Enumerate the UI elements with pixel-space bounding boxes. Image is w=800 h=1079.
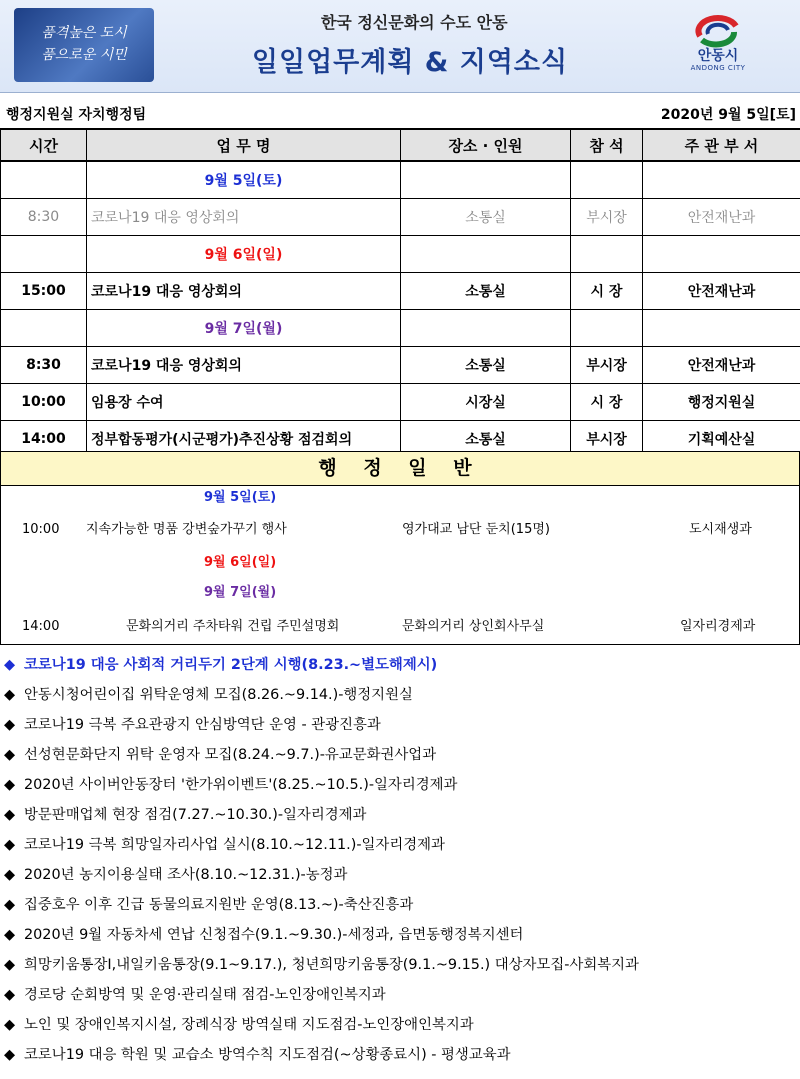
news-text: 2020년 9월 자동차세 연납 신청접수(9.1.~9.30.)-세정과, 읍면동행정복지센터: [24, 927, 524, 943]
admin-event-dept: 일자리경제과: [680, 619, 756, 634]
news-text: 코로나19 대응 사회적 거리두기 2단계 시행(8.23.~별도해제시): [24, 657, 438, 673]
header-banner: [0, 0, 800, 93]
main-title: 일일업무계획 & 지역소식: [251, 47, 569, 78]
list-item: [0, 772, 800, 802]
date-row: [1, 161, 800, 199]
cell-time: 8:30: [1, 347, 87, 384]
news-text: 희망키움통장Ⅰ,내일키움통장(9.1~9.17.), 청년희망키움통장(9.1.~9.15.) 대상자모집-사회복지과: [24, 957, 639, 973]
slogan-image: [14, 8, 154, 82]
news-text: 노인 및 장애인복지시설, 장례식장 방역실태 지도점검-노인장애인복지과: [24, 1017, 474, 1033]
table-row: [1, 347, 800, 384]
list-item: [0, 712, 800, 742]
admin-event-dept: 도시재생과: [689, 522, 752, 537]
city-logo-subtitle: ANDONG CITY: [690, 64, 746, 72]
admin-event-row: [0, 518, 800, 542]
date-label: 9월 5일(토): [204, 173, 283, 189]
admin-date-2: 9월 6일(일): [204, 555, 277, 570]
cell-time: 8:30: [1, 199, 87, 236]
cell-dept: 행정지원실: [643, 384, 800, 421]
cell-attend: 부시장: [571, 199, 643, 236]
cell-attend: 시 장: [571, 384, 643, 421]
admin-date-1: 9월 5일(토): [204, 490, 277, 505]
cell-dept: 안전재난과: [643, 347, 800, 384]
list-item: [0, 832, 800, 862]
admin-event-place: 문화의거리 상인회사무실: [402, 619, 545, 634]
admin-date-row: [0, 581, 800, 605]
table-row: [1, 273, 800, 310]
cell-dept: 안전재난과: [643, 273, 800, 310]
top-title: [270, 10, 570, 33]
table-row: [1, 384, 800, 421]
date-row: [1, 310, 800, 347]
info-row: [0, 100, 800, 126]
cell-time: 10:00: [1, 384, 87, 421]
news-text: 방문판매업체 현장 점검(7.27.~10.30.)-일자리경제과: [24, 807, 367, 823]
cell-task: 코로나19 대응 영상회의: [87, 347, 401, 384]
admin-date-row: [0, 486, 800, 510]
admin-date-row: [0, 551, 800, 575]
admin-event-title: 지속가능한 명품 강변숲가꾸기 행사: [86, 522, 287, 537]
admin-date-3: 9월 7일(월): [204, 585, 277, 600]
cell-dept: 안전재난과: [643, 199, 800, 236]
news-text: 경로당 순회방역 및 운영·관리실태 점검-노인장애인복지과: [24, 987, 386, 1003]
date-label: 9월 6일(일): [204, 247, 283, 263]
schedule-table: [0, 128, 800, 458]
cell-place: 소통실: [401, 273, 571, 310]
cell-dept: 기획예산실: [643, 421, 800, 458]
diamond-bullet-icon: ◆: [4, 927, 16, 943]
admin-event-time: 10:00: [22, 522, 60, 537]
list-item: [0, 682, 800, 712]
list-item: [0, 802, 800, 832]
date-row: [1, 236, 800, 273]
city-logo-icon: [694, 14, 742, 48]
header-time: 시간: [1, 129, 87, 161]
cell-task: 코로나19 대응 영상회의: [87, 199, 401, 236]
news-text: 집중호우 이후 긴급 동물의료지원반 운영(8.13.~)-축산진흥과: [24, 897, 414, 913]
diamond-bullet-icon: ◆: [4, 1017, 16, 1033]
list-item: [0, 742, 800, 772]
list-item: [0, 652, 800, 682]
list-item: [0, 952, 800, 982]
diamond-bullet-icon: ◆: [4, 1047, 16, 1063]
diamond-bullet-icon: ◆: [4, 717, 16, 733]
news-text: 코로나19 극복 주요관광지 안심방역단 운영 - 관광진흥과: [24, 717, 381, 733]
diamond-bullet-icon: ◆: [4, 897, 16, 913]
city-logo-name: 안동시: [697, 48, 739, 64]
slogan-line2: 품으로운 시민: [41, 47, 127, 63]
news-list: [0, 652, 800, 1072]
diamond-bullet-icon: ◆: [4, 837, 16, 853]
top-title-text: 한국 정신문화의 수도 안동: [320, 13, 508, 32]
cell-place: 소통실: [401, 199, 571, 236]
cell-task: 코로나19 대응 영상회의: [87, 273, 401, 310]
table-row: [1, 199, 800, 236]
diamond-bullet-icon: ◆: [4, 657, 16, 673]
section-title: 행 정 일 반: [0, 451, 800, 486]
slogan-line1: 품격높은 도시: [41, 25, 127, 41]
cell-attend: 부시장: [571, 347, 643, 384]
cell-place: 소통실: [401, 421, 571, 458]
date-label: 9월 7일(월): [204, 321, 283, 337]
city-logo: [678, 14, 758, 84]
cell-attend: 시 장: [571, 273, 643, 310]
header-dept: 주 관 부 서: [643, 129, 800, 161]
header-place: 장소 · 인원: [401, 129, 571, 161]
diamond-bullet-icon: ◆: [4, 867, 16, 883]
cell-time: 15:00: [1, 273, 87, 310]
diamond-bullet-icon: ◆: [4, 687, 16, 703]
diamond-bullet-icon: ◆: [4, 987, 16, 1003]
news-text: 안동시청어린이집 위탁운영체 모집(8.26.~9.14.)-행정지원실: [24, 687, 413, 703]
cell-place: 소통실: [401, 347, 571, 384]
department-label: 행정지원실 자치행정팀: [6, 107, 147, 123]
list-item: [0, 1012, 800, 1042]
list-item: [0, 862, 800, 892]
news-text: 코로나19 대응 학원 및 교습소 방역수칙 지도점검(~상황종료시) - 평생교육과: [24, 1047, 511, 1063]
table-header-row: [1, 129, 800, 161]
diamond-bullet-icon: ◆: [4, 807, 16, 823]
list-item: [0, 922, 800, 952]
header-task: 업 무 명: [87, 129, 401, 161]
admin-event-title: 문화의거리 주차타워 건립 주민설명회: [126, 619, 340, 634]
news-text: 2020년 농지이용실태 조사(8.10.~12.31.)-농정과: [24, 867, 348, 883]
cell-task: 정부합동평가(시군평가)추진상황 점검회의: [87, 421, 401, 458]
cell-task: 임용장 수여: [87, 384, 401, 421]
list-item: [0, 1042, 800, 1072]
diamond-bullet-icon: ◆: [4, 747, 16, 763]
cell-attend: 부시장: [571, 421, 643, 458]
diamond-bullet-icon: ◆: [4, 957, 16, 973]
admin-event-row: [0, 615, 800, 639]
cell-time: 14:00: [1, 421, 87, 458]
diamond-bullet-icon: ◆: [4, 777, 16, 793]
news-text: 선성현문화단지 위탁 운영자 모집(8.24.~9.7.)-유교문화권사업과: [24, 747, 437, 763]
admin-event-time: 14:00: [22, 619, 60, 634]
news-text: 2020년 사이버안동장터 '한가위이벤트'(8.25.~10.5.)-일자리경제과: [24, 777, 458, 793]
header-attend: 참 석: [571, 129, 643, 161]
list-item: [0, 892, 800, 922]
report-date: 2020년 9월 5일[토]: [660, 107, 796, 123]
admin-event-place: 영가대교 남단 둔치(15명): [402, 522, 550, 537]
list-item: [0, 982, 800, 1012]
news-text: 코로나19 극복 희망일자리사업 실시(8.10.~12.11.)-일자리경제과: [24, 837, 445, 853]
cell-place: 시장실: [401, 384, 571, 421]
